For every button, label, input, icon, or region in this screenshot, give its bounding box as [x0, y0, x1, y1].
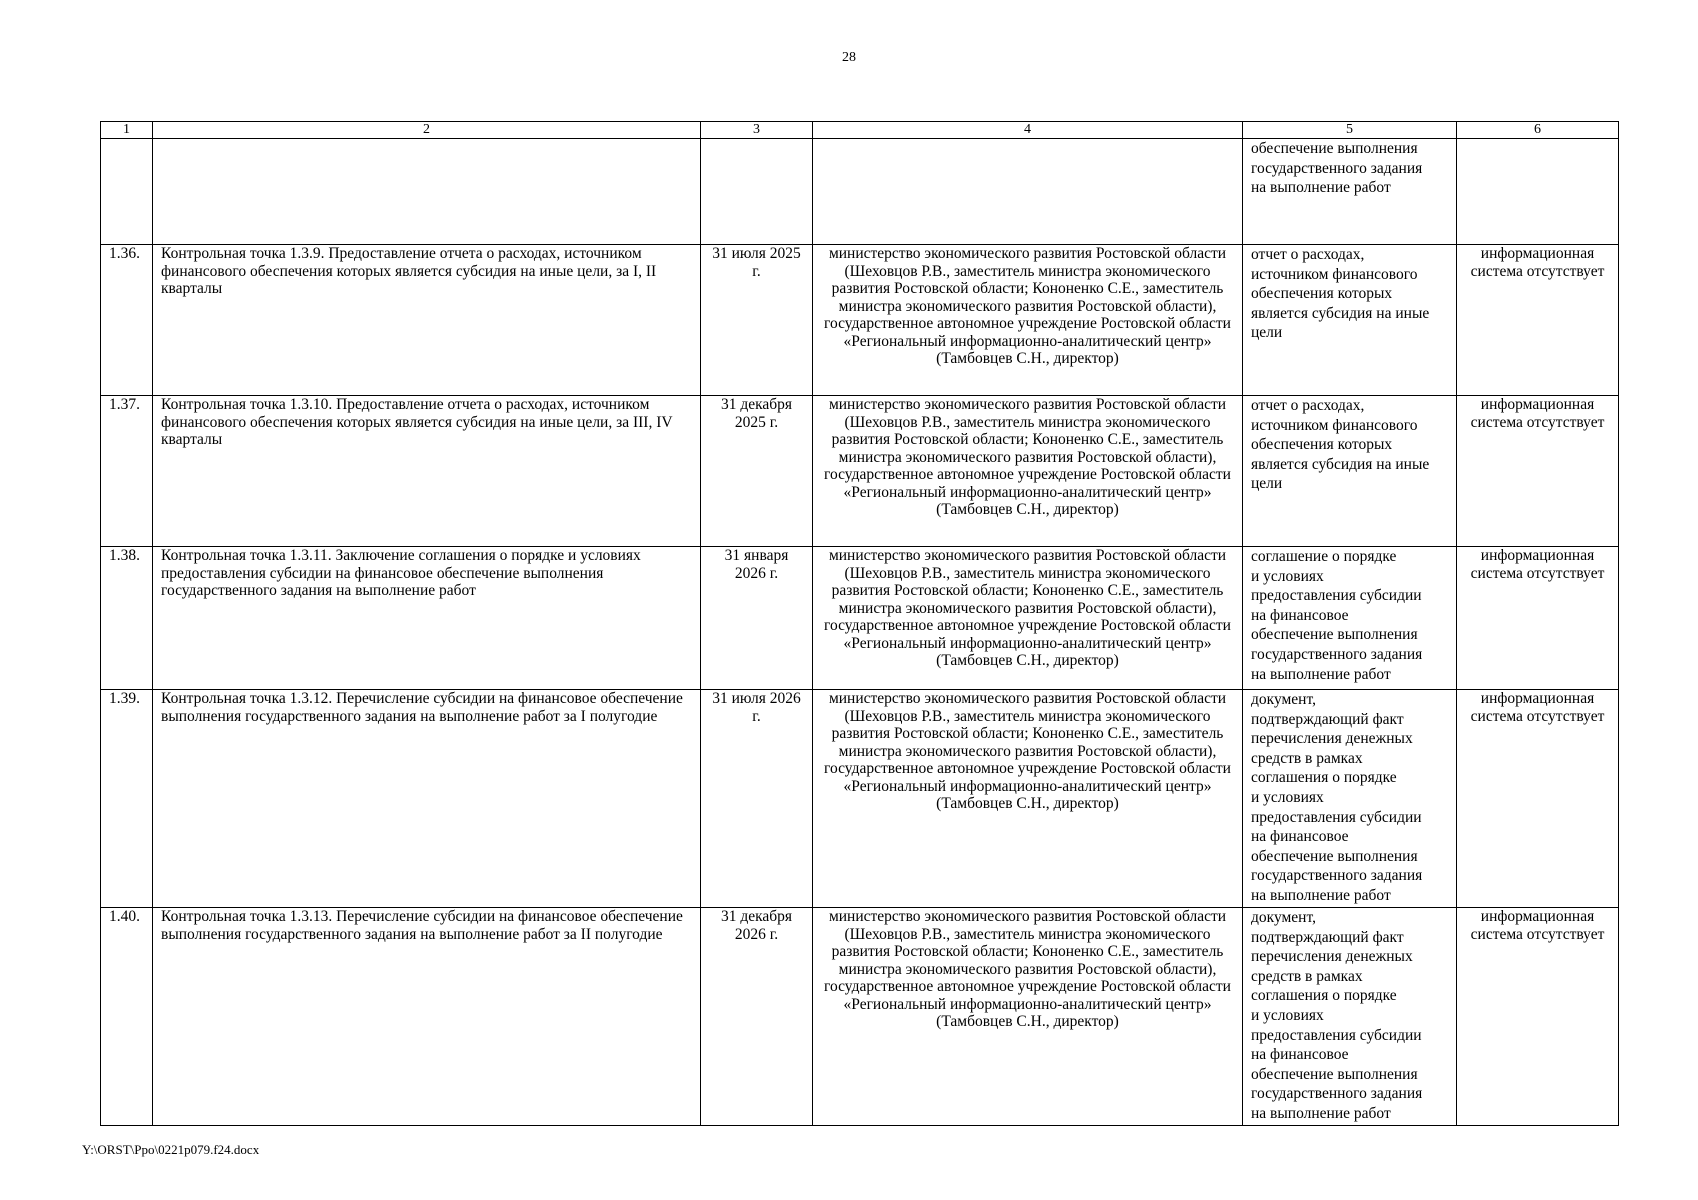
result-line: средств в рамках — [1251, 967, 1363, 985]
row-number-cell: 1.38. — [101, 547, 153, 690]
information-system-cell — [1457, 139, 1619, 245]
table-row — [101, 245, 1619, 396]
result-line: цели — [1251, 475, 1283, 493]
table-row — [101, 690, 1619, 908]
deadline-cell: 31 июля 2026 г. — [701, 690, 813, 908]
result-line: источником финансового — [1251, 265, 1418, 283]
deadline-cell: 31 декабря 2026 г. — [701, 908, 813, 1126]
result-line: на выполнение работ — [1251, 665, 1391, 683]
result-line: и условиях — [1251, 788, 1324, 806]
column-number-cell: 3 — [701, 122, 813, 139]
control-point-cell: Контрольная точка 1.3.11. Заключение соглашения о порядке и условиях предоставления субсидии на финансовое обеспечение выполнения государственного задания на выполнение работ — [153, 547, 701, 690]
result-line: обеспечение выполнения — [1251, 140, 1418, 157]
column-number-cell: 6 — [1457, 122, 1619, 139]
result-line: отчет о расходах, — [1251, 246, 1365, 263]
information-system-cell: информационная система отсутствует — [1457, 690, 1619, 908]
responsible-cell — [813, 139, 1243, 245]
result-line: является субсидия на иные — [1251, 304, 1430, 322]
result-document-cell — [1243, 245, 1457, 396]
information-system-cell: информационная система отсутствует — [1457, 396, 1619, 547]
result-line: отчет о расходах, — [1251, 397, 1365, 414]
row-number-cell: 1.36. — [101, 245, 153, 396]
result-line: на финансовое — [1251, 1046, 1349, 1064]
result-line: предоставления субсидии — [1251, 587, 1422, 605]
result-line: является субсидия на иные — [1251, 455, 1430, 473]
column-number-cell: 1 — [101, 122, 153, 139]
responsible-cell: министерство экономического развития Ростовской области (Шеховцов Р.В., заместитель министра экономического развития Ростовской области; Кононенко С.Е., заместитель министра экономического развития Ростовской области), государственное автономное учреждение Ростовской области «Региональный информационно-аналитический центр» (Тамбовцев С.Н., директор) — [813, 547, 1243, 690]
result-line: обеспечение выполнения — [1251, 1065, 1418, 1083]
responsible-cell: министерство экономического развития Ростовской области (Шеховцов Р.В., заместитель министра экономического развития Ростовской области; Кононенко С.Е., заместитель министра экономического развития Ростовской области), государственное автономное учреждение Ростовской области «Региональный информационно-аналитический центр» (Тамбовцев С.Н., директор) — [813, 690, 1243, 908]
result-line: подтверждающий факт — [1251, 710, 1404, 728]
row-number-cell: 1.39. — [101, 690, 153, 908]
control-point-cell: Контрольная точка 1.3.12. Перечисление субсидии на финансовое обеспечение выполнения государственного задания на выполнение работ за I полугодие — [153, 690, 701, 908]
responsible-cell: министерство экономического развития Ростовской области (Шеховцов Р.В., заместитель министра экономического развития Ростовской области; Кононенко С.Е., заместитель министра экономического развития Ростовской области), государственное автономное учреждение Ростовской области «Региональный информационно-аналитический центр» (Тамбовцев С.Н., директор) — [813, 908, 1243, 1126]
control-point-cell: Контрольная точка 1.3.10. Предоставление отчета о расходах, источником финансового обеспечения которых является субсидия на иные цели, за III, IV кварталы — [153, 396, 701, 547]
result-line: предоставления субсидии — [1251, 1026, 1422, 1044]
information-system-cell: информационная система отсутствует — [1457, 245, 1619, 396]
result-line: и условиях — [1251, 1006, 1324, 1024]
result-line: соглашения о порядке — [1251, 769, 1397, 787]
deadline-cell: 31 января 2026 г. — [701, 547, 813, 690]
continuation-row — [101, 139, 1619, 245]
result-line: обеспечения которых — [1251, 436, 1393, 454]
result-line: подтверждающий факт — [1251, 928, 1404, 946]
result-line: документ, — [1251, 691, 1316, 708]
responsible-cell: министерство экономического развития Ростовской области (Шеховцов Р.В., заместитель министра экономического развития Ростовской области; Кононенко С.Е., заместитель министра экономического развития Ростовской области), государственное автономное учреждение Ростовской области «Региональный информационно-аналитический центр» (Тамбовцев С.Н., директор) — [813, 245, 1243, 396]
result-line: соглашения о порядке — [1251, 987, 1397, 1005]
result-line: соглашение о порядке — [1251, 548, 1397, 565]
column-number-cell: 2 — [153, 122, 701, 139]
result-document-cell — [1243, 547, 1457, 690]
control-point-cell: Контрольная точка 1.3.9. Предоставление отчета о расходах, источником финансового обеспечения которых является субсидия на иные цели, за I, II кварталы — [153, 245, 701, 396]
information-system-cell: информационная система отсутствует — [1457, 908, 1619, 1126]
document-file-path: Y:\ORST\Ppo\0221p079.f24.docx — [82, 1142, 260, 1157]
result-line: государственного задания — [1251, 645, 1423, 663]
column-number-cell: 4 — [813, 122, 1243, 139]
result-document-cell — [1243, 396, 1457, 547]
result-line: государственного задания — [1251, 159, 1423, 177]
result-line: на выполнение работ — [1251, 886, 1391, 904]
result-line: и условиях — [1251, 567, 1324, 585]
result-line: перечисления денежных — [1251, 948, 1413, 966]
result-line: государственного задания — [1251, 1085, 1423, 1103]
row-number-cell: 1.40. — [101, 908, 153, 1126]
deadline-cell: 31 декабря 2025 г. — [701, 396, 813, 547]
responsible-cell: министерство экономического развития Ростовской области (Шеховцов Р.В., заместитель министра экономического развития Ростовской области; Кононенко С.Е., заместитель министра экономического развития Ростовской области), государственное автономное учреждение Ростовской области «Региональный информационно-аналитический центр» (Тамбовцев С.Н., директор) — [813, 396, 1243, 547]
result-document-cell — [1243, 908, 1457, 1126]
control-points-table — [100, 121, 1619, 1126]
deadline-cell: 31 июля 2025 г. — [701, 245, 813, 396]
page-number: 28 — [842, 50, 856, 65]
result-line: на финансовое — [1251, 606, 1349, 624]
result-line: документ, — [1251, 909, 1316, 926]
information-system-cell: информационная система отсутствует — [1457, 547, 1619, 690]
row-number-cell: 1.37. — [101, 396, 153, 547]
result-document-cell — [1243, 139, 1457, 245]
column-number-row — [101, 122, 1619, 139]
result-line: на выполнение работ — [1251, 179, 1391, 197]
control-point-cell — [153, 139, 701, 245]
table-row — [101, 908, 1619, 1126]
result-line: цели — [1251, 324, 1283, 342]
row-number-cell — [101, 139, 153, 245]
table-row — [101, 396, 1619, 547]
result-line: обеспечение выполнения — [1251, 626, 1418, 644]
result-line: источником финансового — [1251, 416, 1418, 434]
result-line: предоставления субсидии — [1251, 808, 1422, 826]
result-line: перечисления денежных — [1251, 730, 1413, 748]
result-line: обеспечения которых — [1251, 285, 1393, 303]
result-line: обеспечение выполнения — [1251, 847, 1418, 865]
result-line: на финансовое — [1251, 828, 1349, 846]
result-line: средств в рамках — [1251, 749, 1363, 767]
table-row — [101, 547, 1619, 690]
result-line: на выполнение работ — [1251, 1104, 1391, 1122]
control-point-cell: Контрольная точка 1.3.13. Перечисление субсидии на финансовое обеспечение выполнения государственного задания на выполнение работ за II полугодие — [153, 908, 701, 1126]
column-number-cell: 5 — [1243, 122, 1457, 139]
result-line: государственного задания — [1251, 867, 1423, 885]
deadline-cell — [701, 139, 813, 245]
result-document-cell — [1243, 690, 1457, 908]
